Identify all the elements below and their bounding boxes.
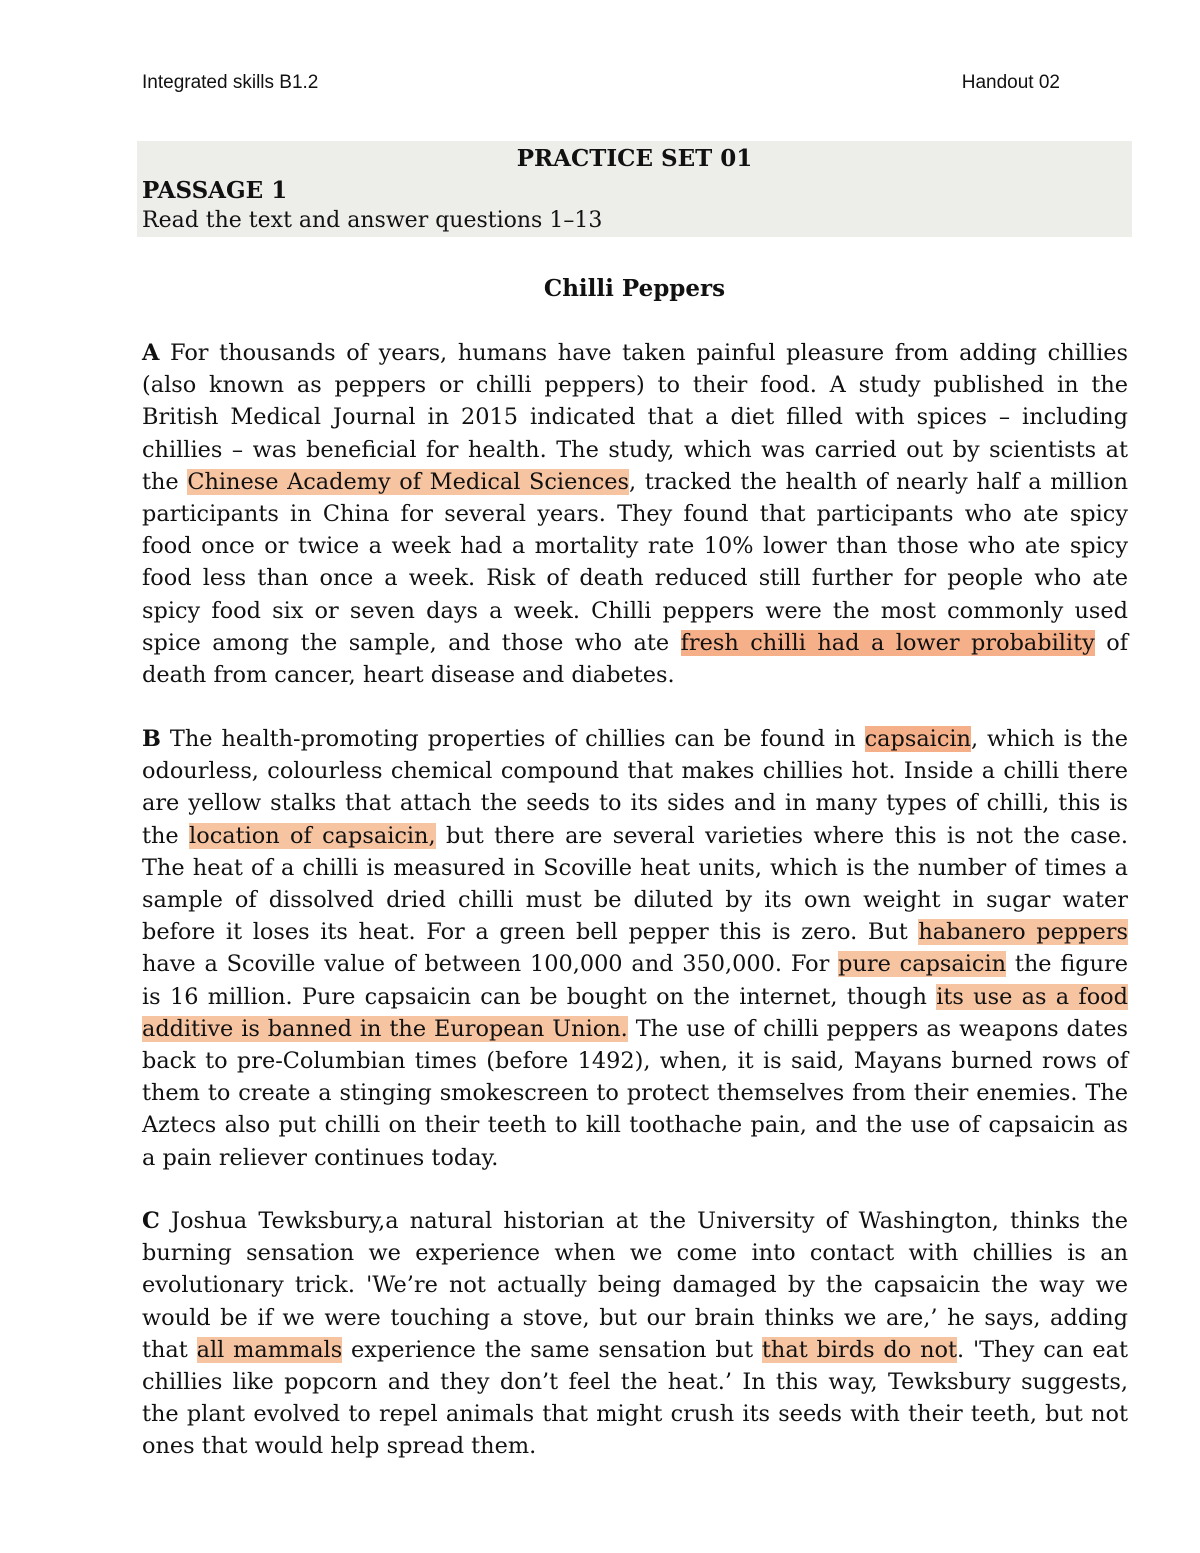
highlighted-text: location of capsaicin, — [189, 822, 436, 849]
highlighted-text: habanero peppers — [918, 919, 1128, 946]
paragraph-letter: C — [142, 1208, 160, 1234]
paragraph-b — [142, 723, 1128, 1174]
paragraph-text: of death from cancer, heart disease and diabetes. — [142, 629, 1128, 689]
paragraph-letter: A — [142, 340, 160, 366]
header-course-label: Integrated skills B1.2 — [142, 72, 319, 93]
practice-set-title: PRACTICE SET 01 — [516, 145, 753, 172]
paragraph-text: , which is the odourless, colourless chemical compound that makes chillies hot. Inside a chilli there are yellow stalks that attach the seeds to its sides and in many types of chilli, this is the — [142, 726, 1128, 849]
paragraph-text: but there are several varieties where this is not the case. The heat of a chilli is measured in Scoville heat units, which is the number of times a sample of dissolved dried chilli must be diluted by its own weight in sugar water before it loses its heat. For a green bell pepper this is zero. But — [142, 822, 1128, 946]
highlighted-text: all mammals — [196, 1336, 343, 1363]
highlighted-text: Chinese Academy of Medical Sciences — [187, 468, 630, 495]
practice-set-banner — [137, 141, 1132, 237]
paragraph-text: experience the same sensation but — [342, 1336, 762, 1363]
highlighted-text: fresh chilli had a lower probability — [680, 629, 1095, 656]
paragraph-text: have a Scoville value of between 100,000 and 350,000. For — [142, 951, 839, 978]
highlighted-text: that birds do not — [761, 1336, 957, 1363]
paragraph-c — [142, 1205, 1128, 1463]
highlighted-text: its use as a food additive is banned in the European Union. — [142, 983, 1128, 1042]
highlighted-text: pure capsaicin — [838, 951, 1007, 978]
paragraph-a — [142, 337, 1128, 691]
paragraph-text: The use of chilli peppers as weapons dates back to pre-Columbian times (before 1492), when, it is said, Mayans burned rows of them to create a stinging smokescreen to protect themselves from their enemies. The Aztecs also put chilli on their teeth to kill toothache pain, and the use of capsaicin as a pain reliever continues today. — [142, 1015, 1128, 1171]
paragraph-text: The health-promoting properties of chillies can be found in — [160, 726, 865, 752]
article-title: Chilli Peppers — [543, 275, 726, 302]
instruction-text: Read the text and answer questions 1–13 — [142, 208, 603, 233]
paragraph-letter: B — [142, 726, 161, 752]
highlighted-text: capsaicin — [864, 726, 971, 752]
header-handout-label: Handout 02 — [961, 72, 1060, 93]
paragraph-text: . 'They can eat chillies like popcorn and they don’t feel the heat.’ In this way, Tewksbury suggests, the plant evolved to repel animals that might crush its seeds with their teeth, but not ones that would help spread them. — [142, 1336, 1128, 1460]
paragraph-text: Joshua Tewksbury,a natural historian at the University of Washington, thinks the burning sensation we experience when we come into contact with chillies is an evolutionary trick. 'We’re not actually being damaged by the capsaicin the way we would be if we were touching a stove, but our brain thinks we are,’ he says, adding that — [142, 1208, 1128, 1363]
paragraph-text: the figure is 16 million. Pure capsaicin can be bought on the internet, though — [142, 951, 1129, 1010]
paragraph-text: , tracked the health of nearly half a million participants in China for several years. They found that participants who ate spicy food once or twice a week had a mortality rate 10% lower than those who ate spicy food less than once a week. Risk of death reduced still further for people who ate spicy food six or seven days a week. Chilli peppers were the most commonly used spice among the sample, and those who ate — [142, 468, 1128, 656]
passage-label: PASSAGE 1 — [142, 177, 288, 204]
paragraph-text: For thousands of years, humans have taken painful pleasure from adding chillies (also known as peppers or chilli peppers) to their food. A study published in the British Medical Journal in 2015 indicated that a diet filled with spices – including chillies – was beneficial for health. The study, which was carried out by scientists at the — [142, 340, 1128, 495]
